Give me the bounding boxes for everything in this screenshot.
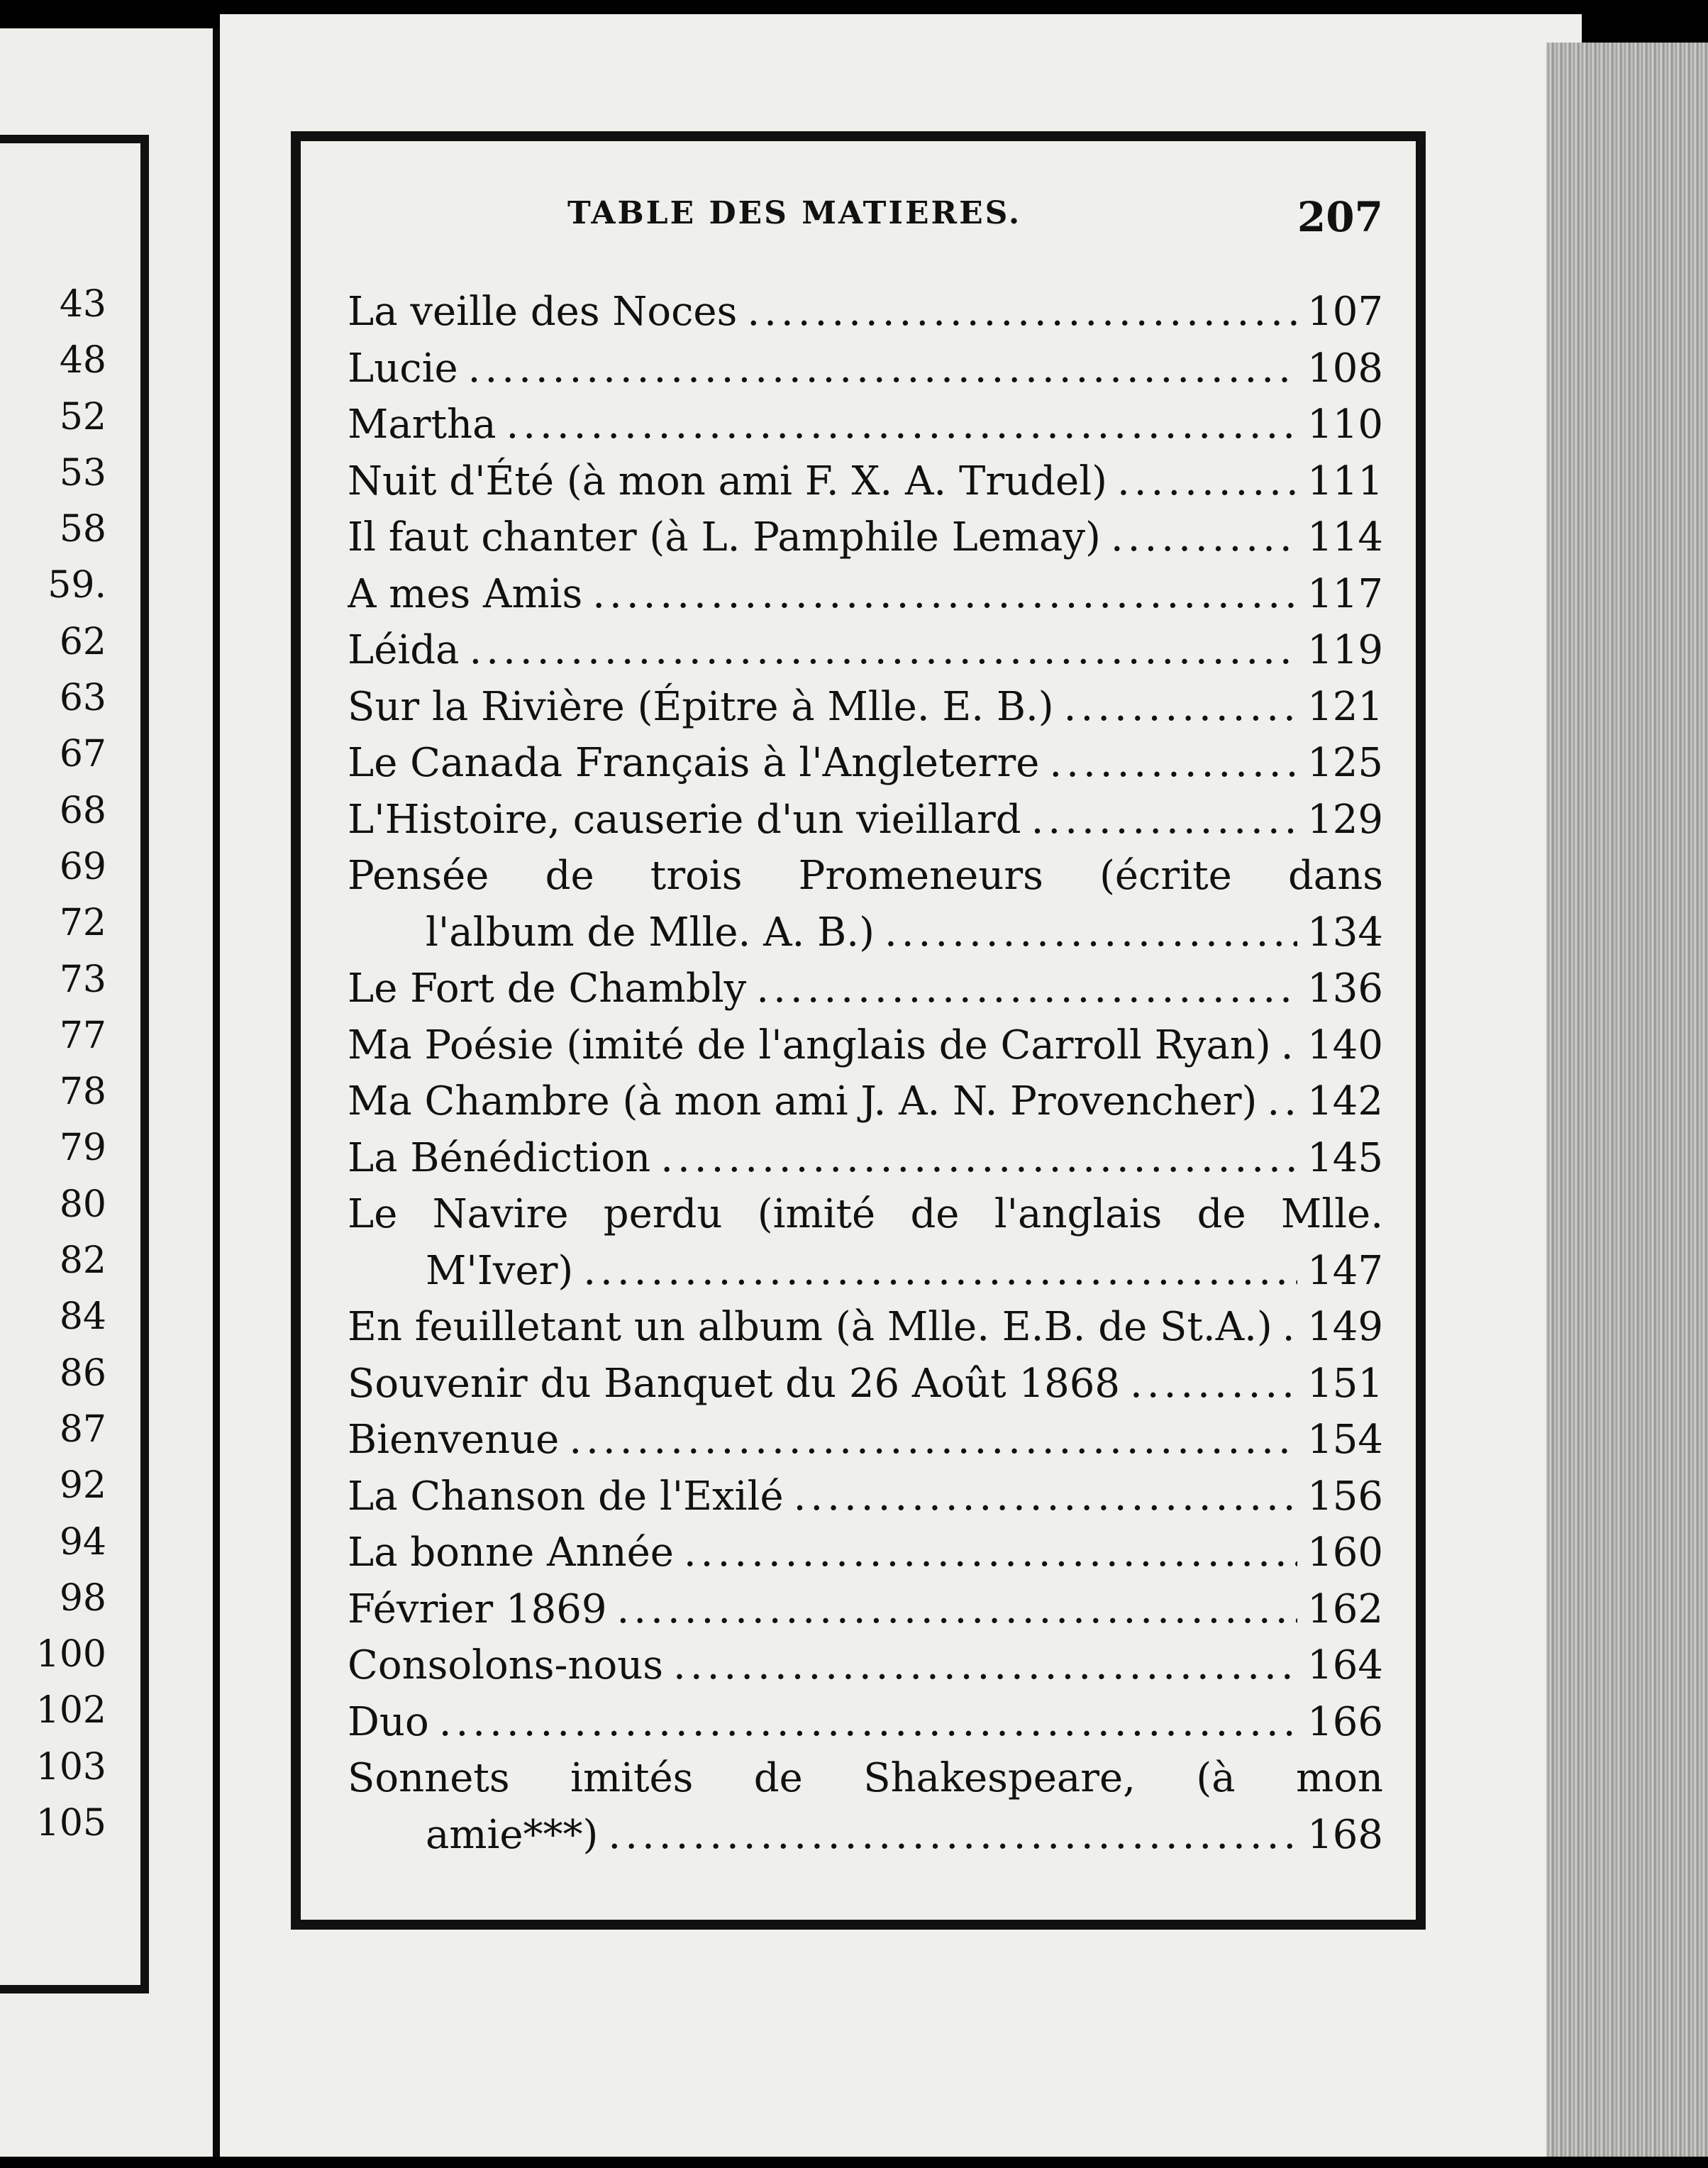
previous-page-number: 100 [35,1633,106,1676]
dot-leader [794,1469,1298,1525]
dot-leader [592,566,1297,623]
previous-page-number: 62 [59,620,106,663]
toc-entry [348,1525,1383,1581]
toc-entry-title: Ma Poésie (imité de l'anglais de Carroll Ryan) [348,1022,1271,1068]
dot-leader [660,1130,1297,1187]
previous-page-number: 102 [35,1689,106,1732]
toc-entry [348,453,1383,510]
toc-entry-page: 125 [1307,740,1383,786]
toc-entry-page: 136 [1307,966,1383,1012]
toc-entry-page: 156 [1307,1473,1383,1520]
previous-page-number: 63 [59,677,106,720]
dot-leader [747,284,1297,341]
toc-entry [348,679,1383,736]
toc-entry [348,1469,1383,1525]
toc-entry-title: A mes Amis [348,570,583,617]
toc-entry-title: En feuilletant un album (à Mlle. E.B. de St.A.) [348,1304,1272,1350]
previous-page-number: 94 [59,1520,106,1564]
toc-entry-page: 166 [1307,1698,1383,1745]
previous-page-number: 86 [59,1351,106,1395]
previous-page-number: 58 [59,508,106,551]
dot-leader [468,341,1297,397]
dot-leader [608,1807,1297,1864]
toc-entry-page: 110 [1307,402,1383,448]
dot-leader [673,1637,1297,1694]
dot-leader [756,961,1297,1017]
toc-entry [348,792,1383,848]
toc-entry-page: 108 [1307,345,1383,392]
toc-entry-page: 114 [1307,514,1383,560]
toc-entry-title: Ma Chambre (à mon ami J. A. N. Provencher) [348,1078,1258,1124]
dot-leader [1267,1073,1297,1130]
toc-entry-title: Léida [348,627,460,673]
previous-page-number: 87 [59,1407,106,1451]
dot-leader [1130,1356,1297,1412]
toc-entry [348,566,1383,623]
table-of-contents [348,284,1383,1863]
toc-entry-page: 164 [1307,1642,1383,1688]
toc-entry [348,735,1383,792]
toc-entry [348,1750,1383,1863]
toc-entry [348,1073,1383,1130]
toc-entry-page: 129 [1307,796,1383,843]
previous-page-number: 78 [59,1071,106,1114]
dot-leader [616,1581,1297,1638]
toc-entry-page: 117 [1307,570,1383,617]
running-header-title: TABLE DES MATIERES. [567,195,1022,231]
dot-leader [569,1412,1297,1469]
toc-entry-line [348,1243,1383,1300]
toc-entry [348,1130,1383,1187]
toc-entry-title: Le Navire perdu (imité de l'anglais de Mlle. [348,1191,1383,1237]
previous-page-number: 52 [59,395,106,438]
previous-page-number: 69 [59,845,106,888]
dot-leader [1282,1299,1297,1356]
previous-page-number: 105 [35,1802,106,1845]
toc-entry-line [348,905,1383,961]
toc-entry [348,341,1383,397]
toc-entry-page: 111 [1307,458,1383,504]
toc-entry-title: Sonnets imités de Shakespeare, (à mon [348,1755,1383,1801]
previous-page-number: 82 [59,1239,106,1283]
previous-page-number: 77 [59,1014,106,1057]
toc-entry-title: Lucie [348,345,458,392]
previous-page-number: 67 [59,733,106,776]
previous-page-number: 72 [59,902,106,945]
toc-entry [348,1637,1383,1694]
toc-entry-title: Février 1869 [348,1586,607,1632]
toc-entry-page: 119 [1307,627,1383,673]
toc-entry-title: Consolons-nous [348,1642,664,1688]
toc-entry-page: 145 [1307,1134,1383,1181]
toc-entry-page: 134 [1307,909,1383,956]
toc-entry-title: Nuit d'Été (à mon ami F. X. A. Trudel) [348,458,1107,504]
toc-entry-page: 121 [1307,683,1383,730]
toc-entry [348,1299,1383,1356]
toc-entry [348,961,1383,1017]
toc-entry-title: Il faut chanter (à L. Pamphile Lemay) [348,514,1101,560]
toc-entry-title: La bonne Année [348,1530,674,1576]
previous-page-number: 53 [59,451,106,494]
previous-page-number: 68 [59,789,106,832]
toc-entry [348,622,1383,679]
toc-entry-page: 140 [1307,1022,1383,1068]
toc-entry-page: 168 [1307,1811,1383,1858]
dot-leader [1111,509,1297,566]
previous-page-number-column [14,277,106,1852]
toc-entry-title: L'Histoire, causerie d'un vieillard [348,796,1021,843]
toc-entry [348,1356,1383,1412]
previous-page-number: 48 [59,339,106,382]
dot-leader [583,1243,1297,1300]
toc-entry-title-continued: M'Iver) [426,1247,574,1294]
dot-leader [684,1525,1297,1581]
toc-entry-page: 162 [1307,1586,1383,1632]
toc-entry-page: 147 [1307,1247,1383,1294]
toc-entry [348,509,1383,566]
dot-leader [1117,453,1297,510]
previous-page-number: 43 [59,283,106,326]
dot-leader [469,622,1297,679]
previous-page-number: 92 [59,1464,106,1508]
toc-entry-title: Martha [348,402,497,448]
dot-leader [1031,792,1297,848]
dot-leader [884,905,1297,961]
dot-leader [1281,1017,1297,1074]
dot-leader [1049,735,1297,792]
previous-page-number: 98 [59,1576,106,1620]
toc-entry-title-continued: l'album de Mlle. A. B.) [426,909,875,956]
toc-entry [348,1694,1383,1751]
toc-entry-title: Le Fort de Chambly [348,966,747,1012]
previous-page-number: 73 [59,958,106,1001]
previous-page-number: 80 [59,1183,106,1226]
toc-entry-title: Duo [348,1698,429,1745]
dot-leader [1064,679,1297,736]
toc-entry-page: 160 [1307,1530,1383,1576]
page-number: 207 [1297,193,1383,241]
previous-page-number: 59. [48,564,106,607]
toc-entry [348,397,1383,453]
toc-entry-page: 107 [1307,289,1383,335]
toc-entry [348,284,1383,341]
toc-entry [348,1412,1383,1469]
previous-page-number: 79 [59,1127,106,1170]
previous-page-number: 84 [59,1295,106,1339]
toc-entry-title: La Chanson de l'Exilé [348,1473,784,1520]
toc-entry [348,1581,1383,1638]
toc-entry-title: Bienvenue [348,1417,560,1463]
dot-leader [439,1694,1297,1751]
toc-entry [348,1186,1383,1299]
toc-entry [348,1017,1383,1074]
toc-entry-page: 142 [1307,1078,1383,1124]
toc-entry-title: Souvenir du Banquet du 26 Août 1868 [348,1360,1120,1407]
toc-entry-page: 151 [1307,1360,1383,1407]
toc-entry [348,848,1383,961]
toc-entry-title: Sur la Rivière (Épitre à Mlle. E. B.) [348,683,1054,730]
toc-entry-title: La Bénédiction [348,1134,651,1181]
dot-leader [506,397,1297,453]
toc-entry-page: 154 [1307,1417,1383,1463]
page-edges [1546,43,1708,2157]
toc-entry-page: 149 [1307,1304,1383,1350]
toc-entry-line [348,1807,1383,1864]
previous-page-number: 103 [35,1745,106,1788]
toc-entry-title: Le Canada Français à l'Angleterre [348,740,1040,786]
toc-entry-title-continued: amie***) [426,1811,599,1858]
toc-entry-title: La veille des Noces [348,289,738,335]
toc-entry-title: Pensée de trois Promeneurs (écrite dans [348,853,1383,899]
